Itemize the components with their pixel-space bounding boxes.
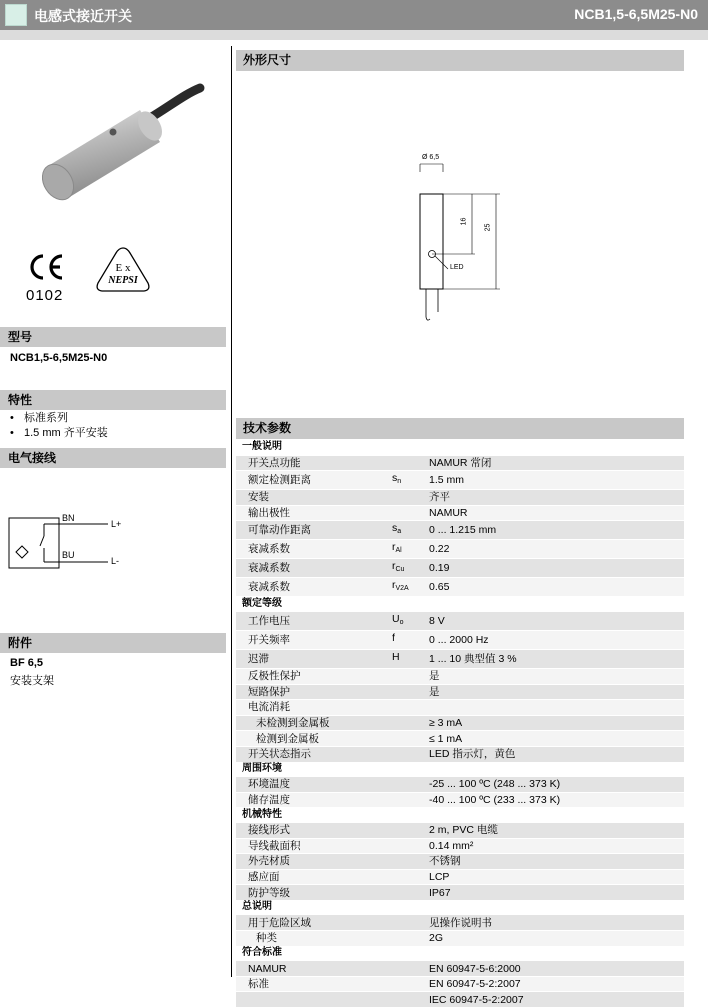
spec-label: 反极性保护 xyxy=(236,668,392,684)
spec-label: 电流消耗 xyxy=(236,700,392,716)
feature-item: • 标准系列 xyxy=(10,411,108,426)
spec-symbol-sub: a xyxy=(397,528,402,536)
spec-symbol xyxy=(392,505,429,521)
spec-row xyxy=(236,931,684,946)
spec-section-label: 符合标准 xyxy=(236,946,684,961)
spec-symbol xyxy=(392,838,429,854)
spec-row xyxy=(236,992,684,1007)
wire-bu-label: BU xyxy=(62,550,75,560)
led-label: LED xyxy=(450,264,464,271)
spec-label: 衰减系数 xyxy=(236,559,392,578)
header-square-icon xyxy=(5,4,27,26)
spec-label: 衰减系数 xyxy=(236,578,392,597)
spec-symbol-sub: n xyxy=(397,478,402,486)
spec-section-label: 周围环境 xyxy=(236,762,684,777)
spec-symbol xyxy=(392,471,429,490)
spec-label: 未检测到金属板 xyxy=(236,715,392,731)
sub-bar xyxy=(0,30,708,40)
tech-heading: 技术参数 xyxy=(236,418,684,439)
dim-25-label: 25 xyxy=(484,223,492,232)
spec-symbol xyxy=(392,578,429,597)
spec-value: 见操作说明书 xyxy=(429,915,684,931)
spec-value: 0 ... 2000 Hz xyxy=(429,630,684,649)
dimension-drawing xyxy=(410,152,520,327)
wiring-diagram xyxy=(8,510,128,572)
spec-value: 不锈钢 xyxy=(429,854,684,870)
ex-label: E x xyxy=(115,262,131,274)
spec-label: 防护等级 xyxy=(236,885,392,900)
accessory-desc: 安装支架 xyxy=(10,675,54,687)
wire-bn-label: BN xyxy=(62,513,75,523)
spec-row xyxy=(236,822,684,838)
spec-row xyxy=(236,961,684,977)
spec-symbol xyxy=(392,455,429,471)
spec-symbol xyxy=(392,700,429,716)
spec-row xyxy=(236,746,684,761)
spec-row xyxy=(236,731,684,747)
spec-symbol xyxy=(392,992,429,1007)
spec-section-row xyxy=(236,900,684,915)
diameter-label: Ø 6,5 xyxy=(422,154,440,161)
spec-section-label: 机械特性 xyxy=(236,807,684,822)
spec-symbol-sub: Cu xyxy=(395,566,405,574)
spec-row xyxy=(236,521,684,540)
ce-logo-icon xyxy=(26,252,66,282)
spec-symbol xyxy=(392,611,429,630)
spec-row xyxy=(236,700,684,716)
spec-symbol xyxy=(392,490,429,506)
spec-row xyxy=(236,668,684,684)
spec-label: 检测到金属板 xyxy=(236,731,392,747)
spec-value: LED 指示灯，黄色 xyxy=(429,746,684,761)
spec-value: -25 ... 100 ºC (248 ... 373 K) xyxy=(429,777,684,793)
spec-row xyxy=(236,915,684,931)
spec-symbol-main: r xyxy=(392,579,396,592)
spec-symbol xyxy=(392,885,429,900)
spec-value: 1 ... 10 典型值 3 % xyxy=(429,649,684,668)
type-heading: 型号 xyxy=(0,327,226,347)
spec-value: IEC 60947-5-2:2007 xyxy=(429,992,684,1007)
spec-symbol xyxy=(392,961,429,977)
spec-value: 是 xyxy=(429,668,684,684)
spec-label: 标准 xyxy=(236,976,392,992)
spec-value: EN 60947-5-2:2007 xyxy=(429,976,684,992)
spec-label: 输出极性 xyxy=(236,505,392,521)
spec-symbol xyxy=(392,854,429,870)
spec-section-label: 总说明 xyxy=(236,900,684,915)
spec-label: 开关频率 xyxy=(236,630,392,649)
spec-symbol xyxy=(392,684,429,700)
spec-symbol-sub: o xyxy=(399,618,404,626)
spec-row xyxy=(236,885,684,900)
spec-value: 1.5 mm xyxy=(429,471,684,490)
spec-value: 2G xyxy=(429,931,684,946)
spec-symbol-main: U xyxy=(392,612,400,625)
spec-row xyxy=(236,792,684,807)
spec-value: 8 V xyxy=(429,611,684,630)
spec-symbol xyxy=(392,976,429,992)
spec-symbol-main: f xyxy=(392,631,395,644)
spec-row xyxy=(236,976,684,992)
accessory-heading: 附件 xyxy=(0,633,226,653)
spec-symbol xyxy=(392,540,429,559)
ce-mark xyxy=(26,252,70,304)
spec-value: 0.14 mm² xyxy=(429,838,684,854)
spec-row xyxy=(236,869,684,885)
spec-symbol xyxy=(392,869,429,885)
spec-label xyxy=(236,992,392,1007)
wiring-heading: 电气接线 xyxy=(0,448,226,468)
spec-value: 0.65 xyxy=(429,578,684,597)
spec-symbol-main: r xyxy=(392,560,396,573)
spec-label: 开关点功能 xyxy=(236,455,392,471)
spec-value: LCP xyxy=(429,869,684,885)
spec-value: NAMUR 常闭 xyxy=(429,455,684,471)
spec-value: 是 xyxy=(429,684,684,700)
spec-symbol xyxy=(392,649,429,668)
spec-symbol xyxy=(392,915,429,931)
ce-number: 0102 xyxy=(26,287,64,304)
spec-value: 0 ... 1.215 mm xyxy=(429,521,684,540)
spec-row xyxy=(236,838,684,854)
spec-value: IP67 xyxy=(429,885,684,900)
spec-symbol xyxy=(392,792,429,807)
spec-label: 衰减系数 xyxy=(236,540,392,559)
spec-label: 开关状态指示 xyxy=(236,746,392,761)
spec-row xyxy=(236,455,684,471)
spec-row xyxy=(236,649,684,668)
spec-symbol xyxy=(392,668,429,684)
spec-row xyxy=(236,505,684,521)
spec-symbol xyxy=(392,559,429,578)
spec-label: NAMUR xyxy=(236,961,392,977)
spec-row xyxy=(236,630,684,649)
spec-symbol xyxy=(392,630,429,649)
product-photo xyxy=(20,80,210,210)
model-title: NCB1,5-6,5M25-N0 xyxy=(574,6,698,22)
spec-row xyxy=(236,490,684,506)
spec-symbol xyxy=(392,931,429,946)
spec-label: 工作电压 xyxy=(236,611,392,630)
features-list xyxy=(10,411,108,441)
spec-section-label: 额定等级 xyxy=(236,596,684,611)
spec-label: 种类 xyxy=(236,931,392,946)
dim-16-label: 16 xyxy=(460,217,468,226)
spec-symbol xyxy=(392,777,429,793)
terminal-minus-label: L- xyxy=(111,556,120,566)
spec-symbol-main: r xyxy=(392,541,396,554)
spec-value: ≤ 1 mA xyxy=(429,731,684,747)
spec-value: ≥ 3 mA xyxy=(429,715,684,731)
nepsi-label: NEPSI xyxy=(108,275,138,286)
spec-row xyxy=(236,540,684,559)
type-value: NCB1,5-6,5M25-N0 xyxy=(10,352,108,364)
spec-value: EN 60947-5-6:2000 xyxy=(429,961,684,977)
spec-section-row xyxy=(236,440,684,455)
spec-symbol xyxy=(392,731,429,747)
spec-symbol xyxy=(392,822,429,838)
spec-section-row xyxy=(236,946,684,961)
spec-label: 迟滞 xyxy=(236,649,392,668)
spec-value: 齐平 xyxy=(429,490,684,506)
spec-symbol xyxy=(392,715,429,731)
spec-label: 接线形式 xyxy=(236,822,392,838)
dimension-drawing-svg xyxy=(410,152,520,327)
header-bar xyxy=(0,0,708,30)
spec-label: 外壳材质 xyxy=(236,854,392,870)
spec-row xyxy=(236,715,684,731)
page-title: 电感式接近开关 xyxy=(34,8,132,24)
dimensions-heading: 外形尺寸 xyxy=(236,50,684,71)
spec-label: 可靠动作距离 xyxy=(236,521,392,540)
spec-value: 0.22 xyxy=(429,540,684,559)
terminal-plus-label: L+ xyxy=(111,519,122,529)
spec-row xyxy=(236,611,684,630)
spec-symbol-main: s xyxy=(392,472,398,485)
spec-symbol-sub: V2A xyxy=(395,585,409,593)
accessory-name: BF 6,5 xyxy=(10,657,44,669)
spec-symbol xyxy=(392,746,429,761)
spec-row xyxy=(236,854,684,870)
spec-section-label: 一般说明 xyxy=(236,440,684,455)
spec-row xyxy=(236,559,684,578)
spec-table xyxy=(236,440,684,1007)
nepsi-mark xyxy=(94,245,152,295)
spec-section-row xyxy=(236,596,684,611)
spec-symbol-main: H xyxy=(392,650,400,663)
spec-section-row xyxy=(236,807,684,822)
spec-value: NAMUR xyxy=(429,505,684,521)
spec-row xyxy=(236,777,684,793)
spec-value: -40 ... 100 ºC (233 ... 373 K) xyxy=(429,792,684,807)
spec-row xyxy=(236,684,684,700)
spec-label: 储存温度 xyxy=(236,792,392,807)
spec-value xyxy=(429,700,684,716)
spec-symbol xyxy=(392,521,429,540)
spec-label: 安装 xyxy=(236,490,392,506)
feature-item: • 1.5 mm 齐平安装 xyxy=(10,426,108,441)
spec-symbol-sub: Al xyxy=(395,547,402,555)
spec-label: 额定检测距离 xyxy=(236,471,392,490)
spec-symbol-main: s xyxy=(392,522,398,535)
spec-label: 导线截面积 xyxy=(236,838,392,854)
spec-row xyxy=(236,471,684,490)
spec-section-row xyxy=(236,762,684,777)
spec-label: 用于危险区域 xyxy=(236,915,392,931)
spec-label: 短路保护 xyxy=(236,684,392,700)
spec-value: 0.19 xyxy=(429,559,684,578)
spec-value: 2 m, PVC 电缆 xyxy=(429,822,684,838)
column-divider xyxy=(231,46,232,977)
spec-label: 感应面 xyxy=(236,869,392,885)
spec-row xyxy=(236,578,684,597)
spec-label: 环境温度 xyxy=(236,777,392,793)
features-heading: 特性 xyxy=(0,390,226,410)
